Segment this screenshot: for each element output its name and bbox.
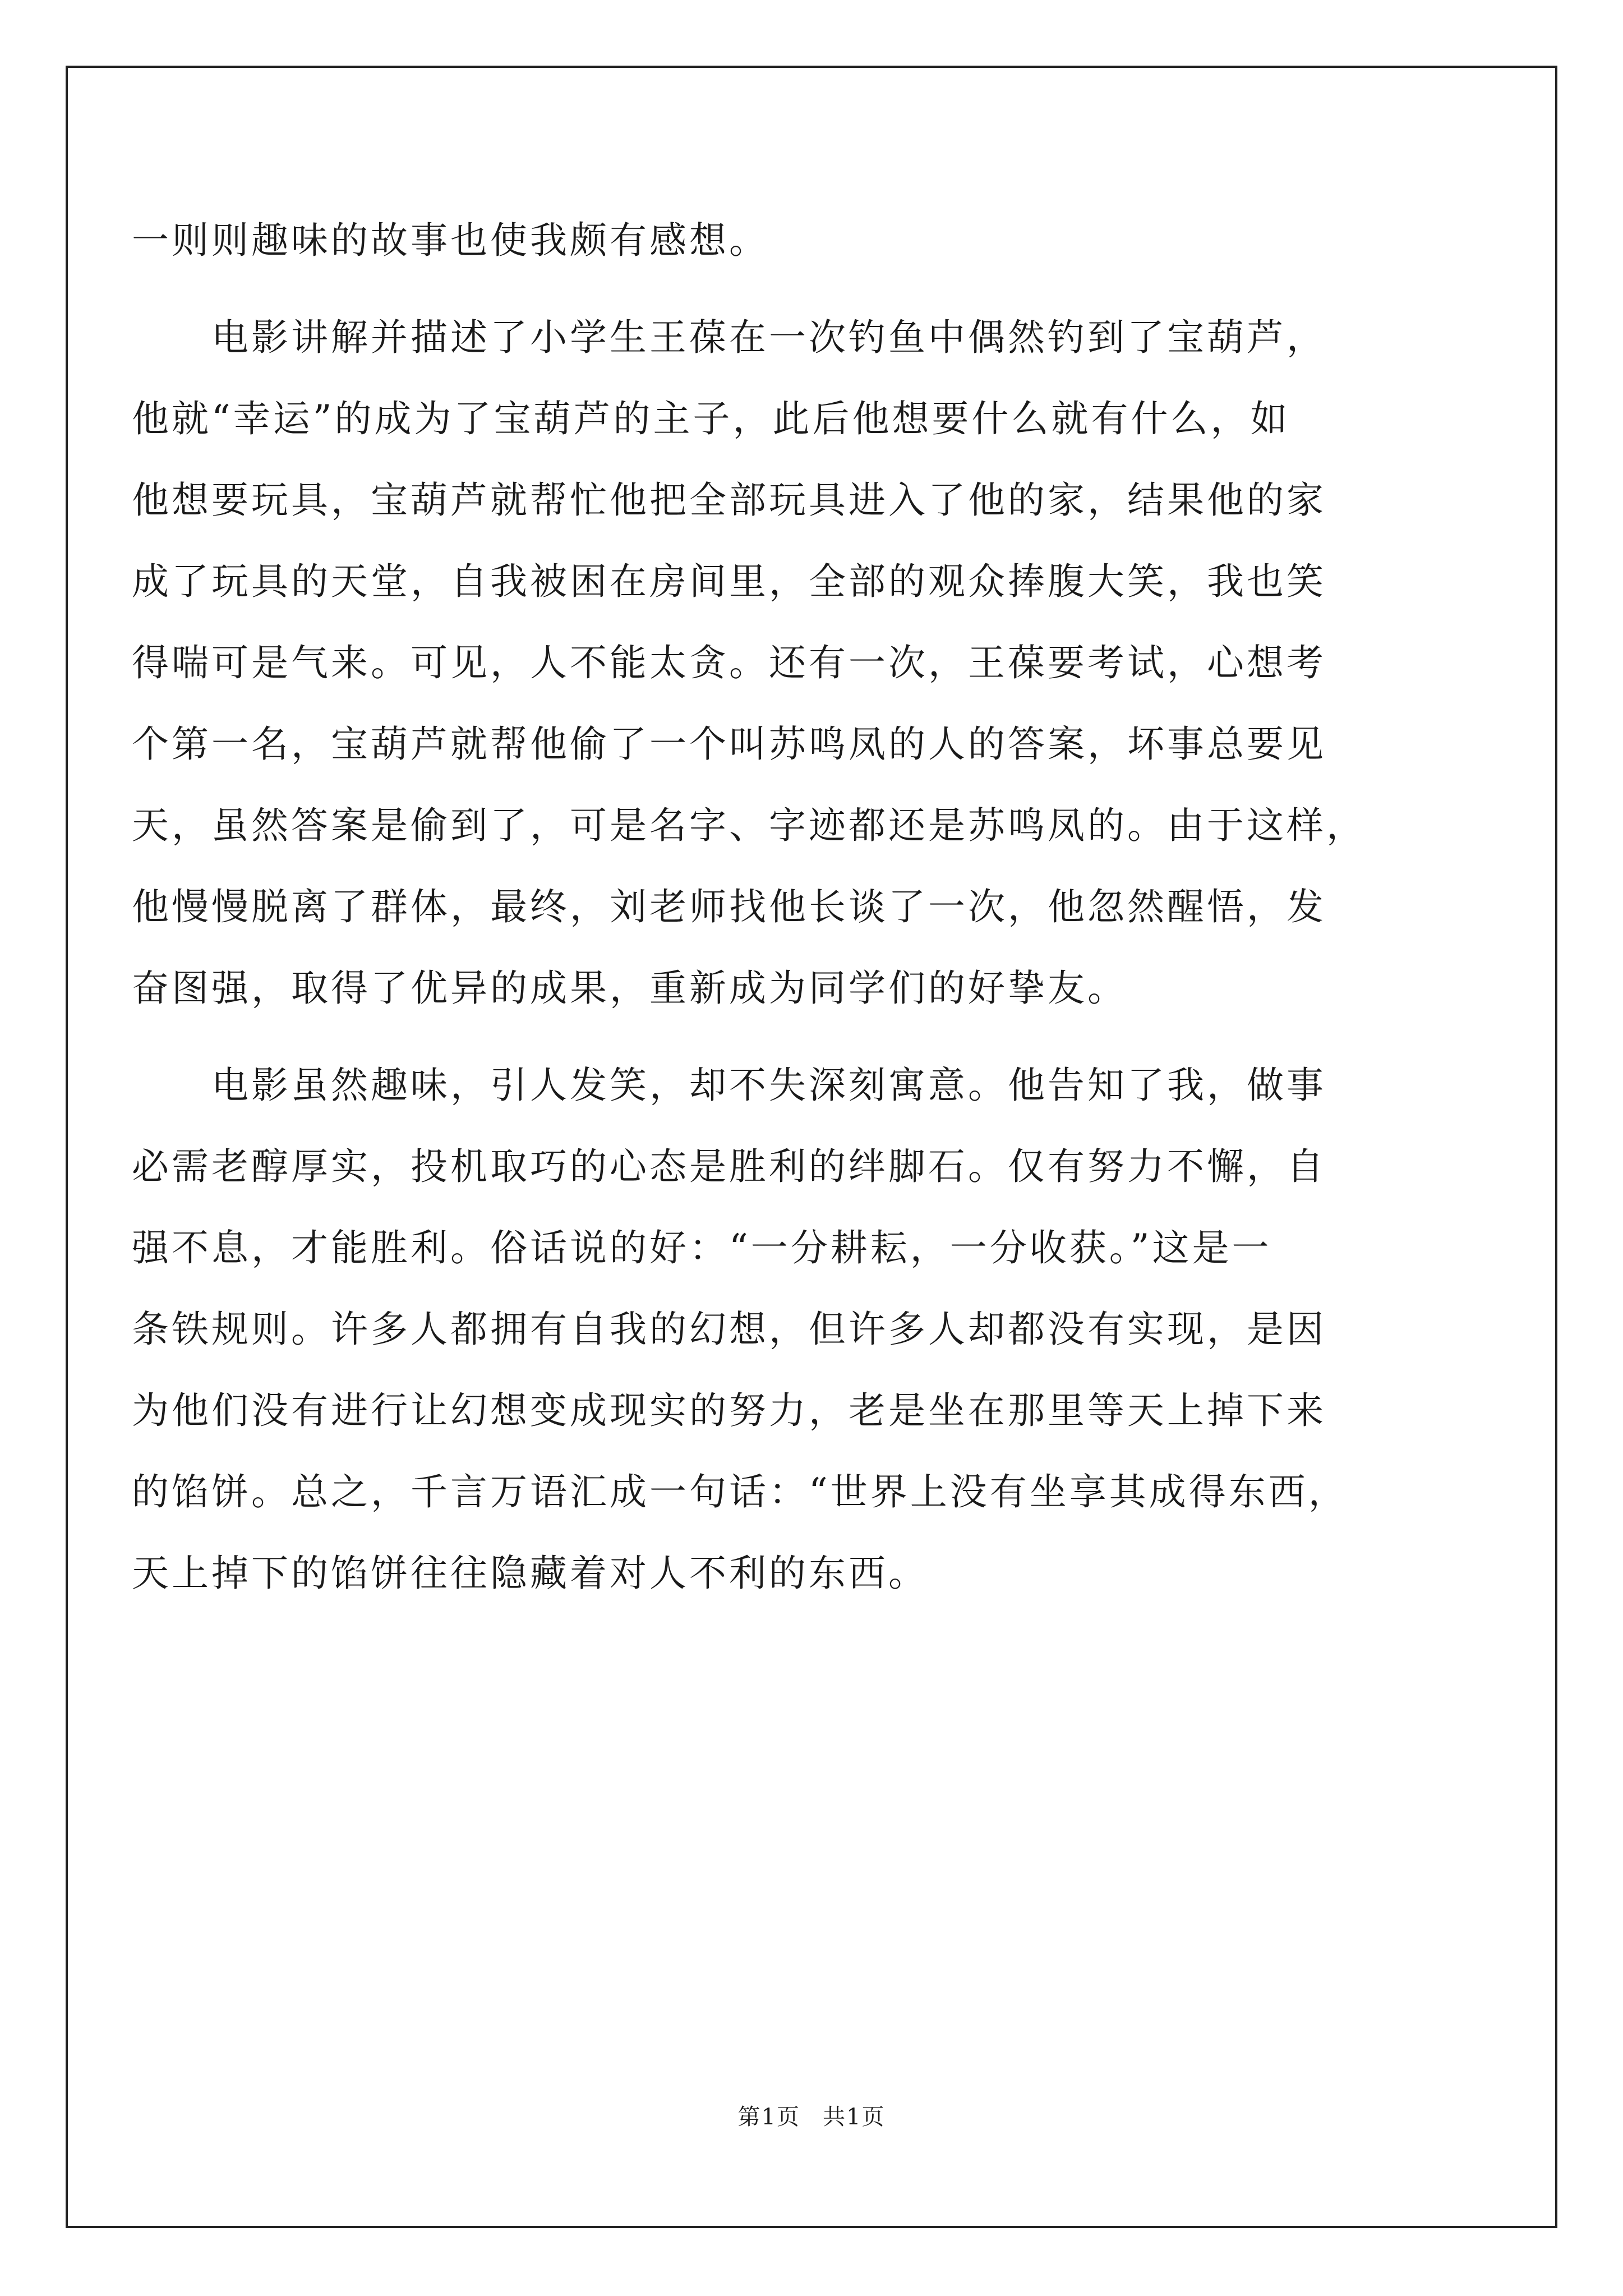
text-line: 他想要玩具，宝葫芦就帮忙他把全部玩具进入了他的家，结果他的家 bbox=[132, 478, 1326, 522]
text-line: 一则则趣味的故事也使我颇有感想。 bbox=[132, 219, 769, 262]
text-line: 的馅饼。总之，千言万语汇成一句话：“世界上没有坐享其成得东西， bbox=[132, 1470, 1348, 1513]
text-line: 他慢慢脱离了群体，最终，刘老师找他长谈了一次，他忽然醒悟，发 bbox=[132, 885, 1326, 928]
page-total: 共1页 bbox=[823, 2104, 886, 2130]
text-line: 强不息，才能胜利。俗话说的好：“一分耕耘，一分收获。”这是一 bbox=[132, 1226, 1272, 1269]
text-line: 天，虽然答案是偷到了，可是名字、字迹都还是苏鸣凤的。由于这样， bbox=[132, 804, 1366, 847]
paragraph bbox=[132, 1045, 1489, 1614]
paragraph-gap bbox=[132, 1029, 1489, 1045]
text-line: 他就“幸运”的成为了宝葫芦的主子，此后他想要什么就有什么，如 bbox=[132, 397, 1290, 440]
text-line: 奋图强，取得了优异的成果，重新成为同学们的好挚友。 bbox=[132, 967, 1127, 1010]
text-line: 为他们没有进行让幻想变成现实的努力，老是坐在那里等天上掉下来 bbox=[132, 1389, 1326, 1432]
document-body bbox=[132, 200, 1489, 1614]
text-line: 得喘可是气来。可见，人不能太贪。还有一次，王葆要考试，心想考 bbox=[132, 641, 1326, 684]
text-line: 成了玩具的天堂，自我被困在房间里，全部的观众捧腹大笑，我也笑 bbox=[132, 560, 1326, 603]
page-footer bbox=[0, 2104, 1623, 2131]
text-line: 天上掉下的馅饼往往隐藏着对人不利的东西。 bbox=[132, 1552, 928, 1595]
text-line: 电影讲解并描述了小学生王葆在一次钓鱼中偶然钓到了宝葫芦， bbox=[132, 316, 1326, 359]
text-line: 电影虽然趣味，引人发笑，却不失深刻寓意。他告知了我，做事 bbox=[132, 1064, 1326, 1107]
page-number: 第1页 bbox=[737, 2104, 800, 2130]
paragraph bbox=[132, 200, 1489, 281]
text-line: 必需老醇厚实，投机取巧的心态是胜利的绊脚石。仅有努力不懈，自 bbox=[132, 1145, 1326, 1188]
text-line: 个第一名，宝葫芦就帮他偷了一个叫苏鸣凤的人的答案，坏事总要见 bbox=[132, 723, 1326, 766]
paragraph bbox=[132, 297, 1489, 1029]
text-line: 条铁规则。许多人都拥有自我的幻想，但许多人却都没有实现，是因 bbox=[132, 1308, 1326, 1351]
paragraph-gap bbox=[132, 281, 1489, 297]
